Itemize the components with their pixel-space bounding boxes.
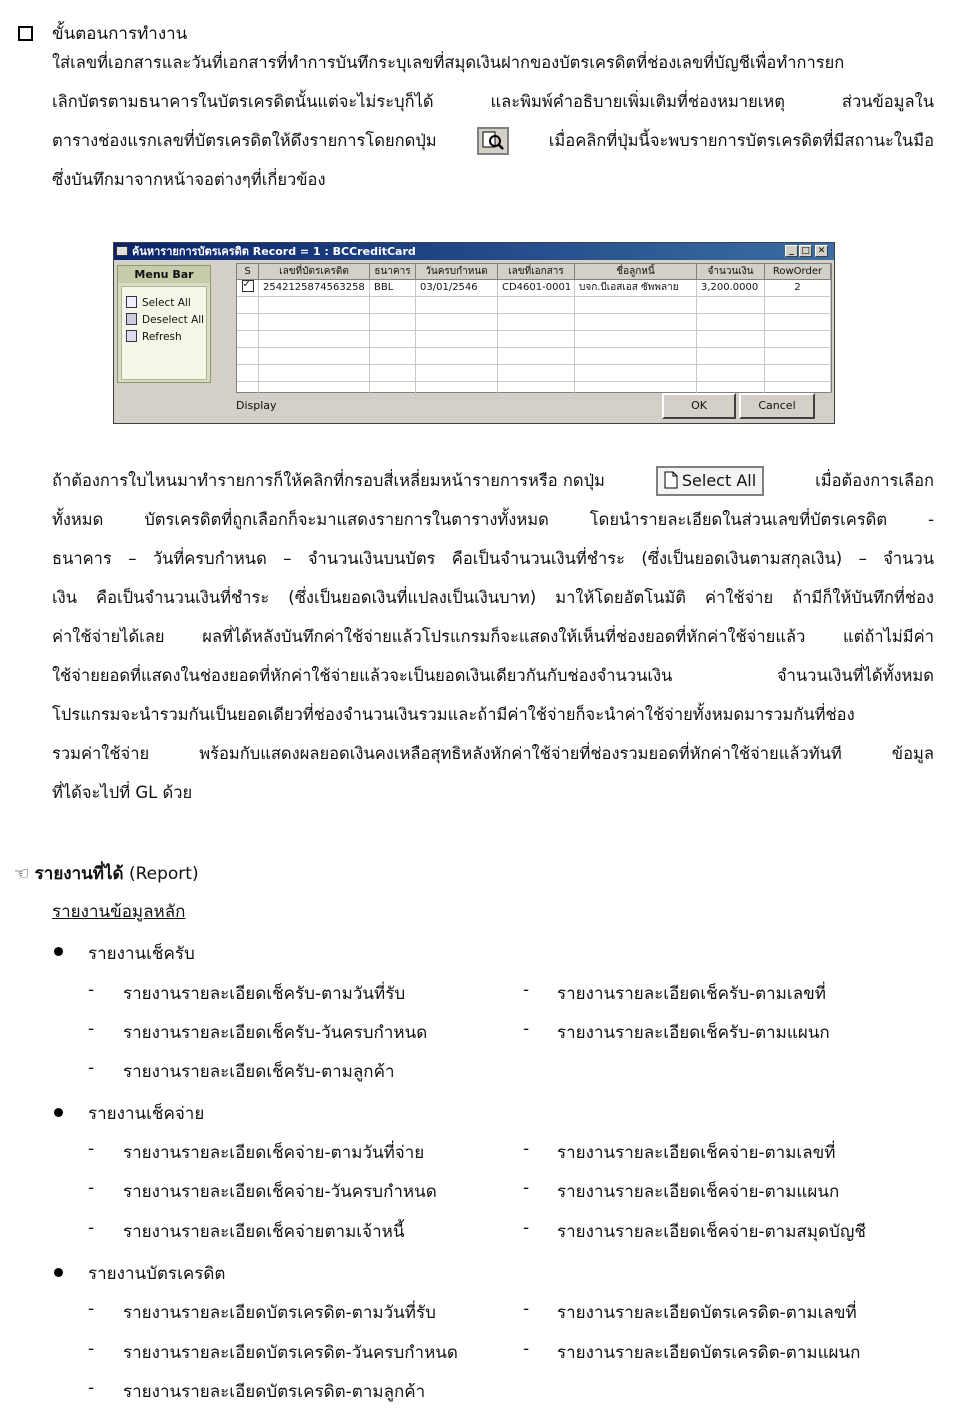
- empty-cell[interactable]: [259, 331, 370, 348]
- refresh-icon: [126, 330, 137, 342]
- empty-cell[interactable]: [575, 331, 697, 348]
- report-item: รายงานรายละเอียดเช็ครับ-ตามแผนก: [557, 1023, 830, 1043]
- empty-cell[interactable]: [370, 382, 416, 399]
- empty-cell[interactable]: [498, 331, 575, 348]
- bullet-icon: [54, 1268, 63, 1277]
- report-group-title: รายงานเช็คจ่าย: [88, 1104, 205, 1124]
- report-item: รายงานรายละเอียดเช็คจ่าย-ตามสมุดบัญชี: [557, 1222, 866, 1242]
- report-group-title: รายงานเช็ครับ: [88, 944, 195, 964]
- document-icon: [126, 296, 137, 308]
- column-header[interactable]: วันครบกำหนด: [416, 264, 498, 280]
- dash: -: [523, 1019, 530, 1039]
- menu-deselect-all[interactable]: [126, 312, 204, 328]
- row-select-checkbox[interactable]: [237, 280, 259, 297]
- table-cell[interactable]: 3,200.0000: [697, 280, 765, 297]
- empty-cell[interactable]: [697, 348, 765, 365]
- paragraph-line: [52, 461, 934, 500]
- report-item: รายงานรายละเอียดบัตรเครดิต-ตามแผนก: [557, 1343, 861, 1363]
- dash: -: [88, 1019, 95, 1039]
- menu-refresh[interactable]: [126, 329, 182, 345]
- dash: -: [88, 1058, 95, 1078]
- paragraph-text: เมื่อคลิกที่ปุ่มนี้จะพบรายการบัตรเครดิตที่มีสถานะในมือ: [548, 131, 934, 150]
- credit-card-lookup-dialog: [113, 242, 835, 424]
- menu-item-label: Select All: [142, 297, 191, 309]
- dash: -: [88, 1139, 95, 1159]
- display-label: Display: [236, 399, 277, 412]
- select-all-label: Select All: [681, 470, 757, 490]
- document-icon: [664, 471, 678, 489]
- report-item: รายงานรายละเอียดบัตรเครดิต-ตามเลขที่: [557, 1303, 857, 1323]
- paragraph-text: เมื่อต้องการเลือก: [815, 471, 934, 490]
- ok-button[interactable]: OK: [662, 393, 736, 419]
- column-header[interactable]: เลขที่บัตรเครดิต: [259, 264, 370, 280]
- paragraph-line: รวมค่าใช้จ่าย พร้อมกับแสดงผลยอดเงินคงเหลือสุทธิหลังหักค่าใช้จ่ายที่ช่องรวมยอดที่หักค่าใช้จ่ายแล้วทันที ข้อมูล: [52, 744, 934, 763]
- paragraph-line: ทั้งหมด บัตรเครดิตที่ถูกเลือกก็จะมาแสดงรายการในตารางทั้งหมด โดยนำรายละเอียดในส่วนเลขที่บัตรเครดิต -: [52, 510, 934, 529]
- empty-cell[interactable]: [697, 314, 765, 331]
- dash: -: [523, 1299, 530, 1319]
- empty-cell[interactable]: [370, 348, 416, 365]
- minimize-icon[interactable]: _: [785, 245, 798, 257]
- paragraph-line: ใส่เลขที่เอกสารและวันที่เอกสารที่ทำการบันทึกระบุเลขที่สมุดเงินฝากของบัตรเครดิตที่ช่องเลขที่บัญชีเพื่อทำการยก: [52, 53, 845, 72]
- empty-cell[interactable]: [416, 382, 498, 399]
- menu-item-label: Refresh: [142, 331, 182, 343]
- empty-cell[interactable]: [416, 297, 498, 314]
- dash: -: [88, 1178, 95, 1198]
- select-all-button[interactable]: [656, 466, 764, 496]
- menu-bar-title: Menu Bar: [118, 266, 210, 283]
- empty-cell[interactable]: [259, 314, 370, 331]
- bullet-icon: [54, 1108, 63, 1117]
- paragraph-text: ถ้าต้องการใบไหนมาทำรายการก็ให้คลิกที่กรอบสี่เหลี่ยมหน้ารายการหรือ กดปุ่ม: [52, 471, 605, 490]
- report-heading: [14, 860, 199, 887]
- dash: -: [88, 1218, 95, 1238]
- empty-cell[interactable]: [575, 365, 697, 382]
- empty-cell[interactable]: [370, 331, 416, 348]
- table-cell[interactable]: BBL: [370, 280, 416, 297]
- report-item: รายงานรายละเอียดเช็ครับ-ตามเลขที่: [557, 984, 826, 1004]
- report-item: รายงานรายละเอียดเช็คจ่าย-ตามเลขที่: [557, 1143, 836, 1163]
- paragraph-line: ใช้จ่ายยอดที่แสดงในช่องยอดที่หักค่าใช้จ่ายแล้วจะเป็นยอดเงินเดียวกันกับช่องจำนวนเงิน จำนวนเงินที่ได้ทั้งหมด: [52, 666, 934, 685]
- dash: -: [523, 1218, 530, 1238]
- close-icon[interactable]: ✕: [815, 245, 828, 257]
- dash: -: [523, 1178, 530, 1198]
- empty-cell[interactable]: [259, 382, 370, 399]
- empty-cell[interactable]: [765, 314, 831, 331]
- table-cell[interactable]: CD4601-0001: [498, 280, 575, 297]
- credit-card-grid: [236, 263, 832, 393]
- column-header[interactable]: ชื่อลูกหนี้: [575, 264, 697, 280]
- report-group-title: รายงานบัตรเครดิต: [88, 1264, 226, 1284]
- menu-select-all[interactable]: [126, 295, 191, 311]
- empty-cell[interactable]: [765, 331, 831, 348]
- empty-cell[interactable]: [697, 365, 765, 382]
- empty-cell[interactable]: [370, 297, 416, 314]
- dash: -: [88, 1378, 95, 1398]
- menu-item-label: Deselect All: [142, 314, 205, 326]
- report-item: รายงานรายละเอียดเช็คจ่าย-วันครบกำหนด: [123, 1182, 437, 1202]
- bullet-icon: [54, 947, 63, 956]
- report-item: รายงานรายละเอียดบัตรเครดิต-วันครบกำหนด: [123, 1343, 458, 1363]
- empty-cell[interactable]: [575, 348, 697, 365]
- pointing-hand-icon: ☜: [14, 864, 30, 884]
- paragraph-line: [52, 121, 934, 160]
- empty-cell[interactable]: [237, 365, 259, 382]
- empty-cell[interactable]: [416, 365, 498, 382]
- column-header[interactable]: RowOrder: [765, 264, 831, 280]
- selection-paragraph: [52, 461, 934, 812]
- empty-cell[interactable]: [370, 365, 416, 382]
- paragraph-line: ธนาคาร – วันที่ครบกำหนด – จำนวนเงินบนบัตร คือเป็นจำนวนเงินที่ชำระ (ซึ่งเป็นยอดเงินตามสกุลเงิน) – จำนวน: [52, 549, 934, 568]
- report-item: รายงานรายละเอียดบัตรเครดิต-ตามลูกค้า: [123, 1382, 426, 1402]
- empty-cell[interactable]: [237, 314, 259, 331]
- table-cell[interactable]: 2542125874563258: [259, 280, 370, 297]
- paragraph-line: เลิกบัตรตามธนาคารในบัตรเครดิตนั้นแต่จะไม่ระบุก็ได้ และพิมพ์คำอธิบายเพิ่มเติมที่ช่องหมายเหตุ ส่วนข้อมูลใน: [52, 92, 934, 111]
- cancel-button[interactable]: Cancel: [739, 393, 815, 419]
- report-heading-rest: (Report): [123, 864, 199, 884]
- empty-cell[interactable]: [575, 297, 697, 314]
- column-header[interactable]: จำนวนเงิน: [697, 264, 765, 280]
- paragraph-text: ตารางช่องแรกเลขที่บัตรเครดิตให้ดึงรายการโดยกดปุ่ม: [52, 131, 437, 150]
- empty-cell[interactable]: [416, 314, 498, 331]
- table-cell[interactable]: บจก.บีเอสเอส ซัพพลาย: [575, 280, 697, 297]
- empty-cell[interactable]: [498, 297, 575, 314]
- empty-cell[interactable]: [697, 331, 765, 348]
- floppy-icon: [126, 313, 137, 325]
- empty-cell[interactable]: [697, 297, 765, 314]
- empty-cell[interactable]: [237, 297, 259, 314]
- empty-cell[interactable]: [765, 348, 831, 365]
- checkmark-icon: [242, 280, 254, 292]
- paragraph-line: ค่าใช้จ่ายได้เลย ผลที่ได้หลังบันทึกค่าใช้จ่ายแล้วโปรแกรมก็จะแสดงให้เห็นที่ช่องยอดที่หักค่าใช้จ่ายแล้ว แต่ถ้าไม่มีค่า: [52, 627, 934, 646]
- empty-cell[interactable]: [259, 297, 370, 314]
- empty-cell[interactable]: [498, 348, 575, 365]
- report-item: รายงานรายละเอียดเช็ครับ-ตามลูกค้า: [123, 1062, 395, 1082]
- dash: -: [88, 1339, 95, 1359]
- maximize-icon[interactable]: □: [799, 245, 812, 257]
- column-header[interactable]: ธนาคาร: [370, 264, 416, 280]
- empty-cell[interactable]: [765, 365, 831, 382]
- empty-cell[interactable]: [259, 348, 370, 365]
- empty-cell[interactable]: [498, 365, 575, 382]
- column-header[interactable]: S: [237, 264, 259, 280]
- report-item: รายงานรายละเอียดเช็คจ่ายตามเจ้าหนี้: [123, 1222, 405, 1242]
- table-cell[interactable]: 2: [765, 280, 831, 297]
- empty-cell[interactable]: [498, 314, 575, 331]
- empty-cell[interactable]: [498, 382, 575, 399]
- dash: -: [88, 980, 95, 1000]
- dialog-titlebar[interactable]: [114, 243, 834, 260]
- empty-cell[interactable]: [575, 314, 697, 331]
- square-bullet-icon: [18, 26, 33, 41]
- report-item: รายงานรายละเอียดเช็คจ่าย-ตามวันที่จ่าย: [123, 1143, 425, 1163]
- empty-cell[interactable]: [237, 331, 259, 348]
- dash: -: [88, 1299, 95, 1319]
- report-subheading: รายงานข้อมูลหลัก: [52, 902, 186, 922]
- empty-cell[interactable]: [765, 297, 831, 314]
- dash: -: [523, 1339, 530, 1359]
- paragraph-line: เงิน คือเป็นจำนวนเงินที่ชำระ (ซึ่งเป็นยอดเงินที่แปลงเป็นเงินบาท) มาให้โดยอัตโนมัติ ค่าใช้จ่าย ถ้ามีก็ให้บันทึกที่ช่อง: [52, 588, 934, 607]
- paragraph-line: โปรแกรมจะนำรวมกันเป็นยอดเดียวที่ช่องจำนวนเงินรวมและถ้ามีค่าใช้จ่ายก็จะนำค่าใช้จ่ายทั้งหมดมารวมกันที่ช่อง: [52, 705, 855, 724]
- window-icon: [116, 246, 128, 256]
- empty-cell[interactable]: [237, 348, 259, 365]
- column-header[interactable]: เลขที่เอกสาร: [498, 264, 575, 280]
- dash: -: [523, 1139, 530, 1159]
- empty-cell[interactable]: [370, 314, 416, 331]
- report-item: รายงานรายละเอียดบัตรเครดิต-ตามวันที่รับ: [123, 1303, 436, 1323]
- empty-cell[interactable]: [259, 365, 370, 382]
- empty-cell[interactable]: [237, 382, 259, 399]
- report-item: รายงานรายละเอียดเช็ครับ-วันครบกำหนด: [123, 1023, 428, 1043]
- paragraph-line: ที่ได้จะไปที่ GL ด้วย: [52, 783, 193, 802]
- report-item: รายงานรายละเอียดเช็คจ่าย-ตามแผนก: [557, 1182, 840, 1202]
- table-cell[interactable]: 03/01/2546: [416, 280, 498, 297]
- dialog-title: ค้นหารายการบัตรเครดิต Record = 1 : BCCreditCard: [132, 245, 416, 258]
- empty-cell[interactable]: [416, 348, 498, 365]
- report-item: รายงานรายละเอียดเช็ครับ-ตามวันที่รับ: [123, 984, 406, 1004]
- menu-bar-list: [121, 286, 207, 380]
- report-heading-bold: รายงานที่ได้: [34, 864, 124, 884]
- lookup-button-icon[interactable]: [477, 127, 509, 155]
- menu-bar-panel: [117, 265, 211, 383]
- empty-cell[interactable]: [416, 331, 498, 348]
- intro-paragraph: [52, 43, 934, 199]
- paragraph-line: ซึ่งบันทึกมาจากหน้าจอต่างๆที่เกี่ยวข้อง: [52, 170, 326, 189]
- section-title: ขั้นตอนการทำงาน: [52, 24, 188, 44]
- dash: -: [523, 980, 530, 1000]
